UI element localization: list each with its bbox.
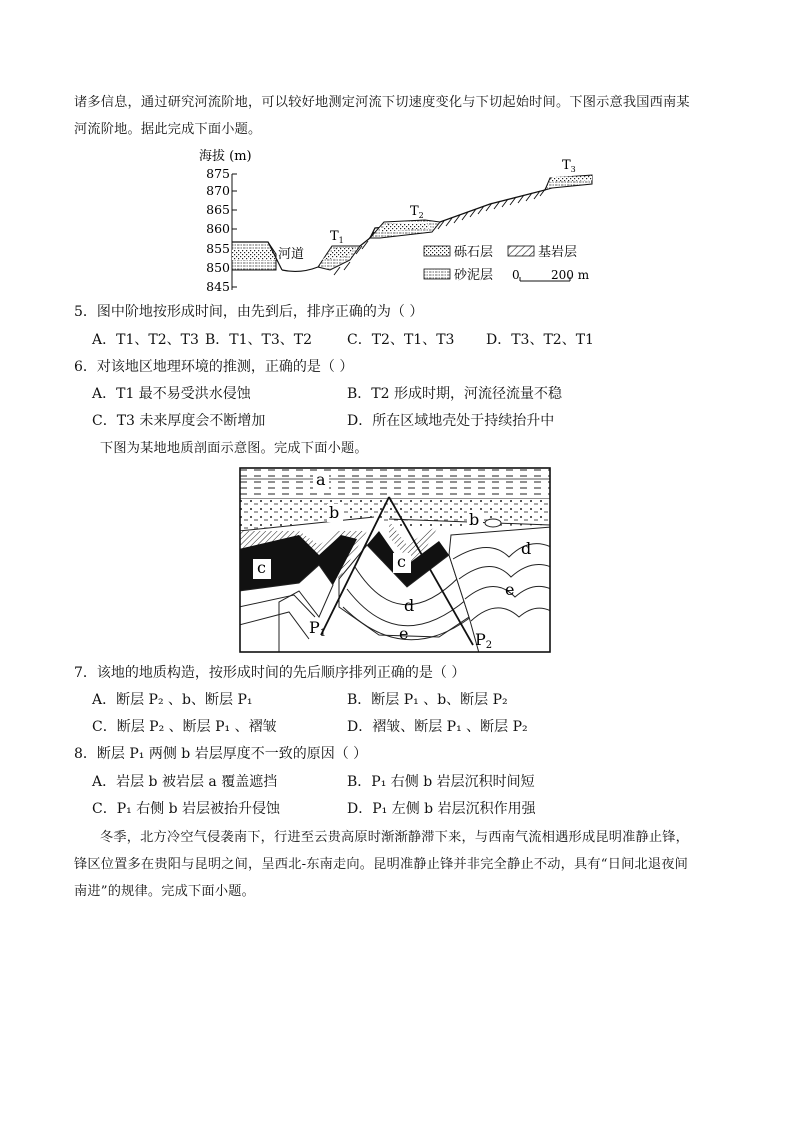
y-tick-875: 875 (206, 166, 230, 181)
label-e-bottom: e (399, 624, 409, 643)
y-tick-850: 850 (206, 260, 230, 275)
question-6-option-c[interactable]: C．T3 未来厚度会不断增加 (92, 413, 266, 429)
layer-a (239, 467, 551, 499)
question-7-option-d[interactable]: D．褶皱、断层 P₁ 、断层 P₂ (347, 719, 528, 735)
question-5-stem: 5．图中阶地按形成时间，由先到后，排序正确的为（ ） (74, 304, 424, 320)
intro-paragraph-line-1: 诸多信息，通过研究河流阶地，可以较好地测定河流下切速度变化与下切起始时间。下图示意我国西南某 (74, 95, 690, 110)
y-tick-870: 870 (206, 183, 230, 198)
intro-paragraph-3-line-3: 南进”的规律。完成下面小题。 (74, 884, 255, 899)
y-tick-855: 855 (206, 241, 230, 256)
label-d-right: d (521, 539, 532, 558)
question-7-option-c[interactable]: C．断层 P₂ 、断层 P₁ 、褶皱 (92, 719, 277, 735)
label-b-left: b (329, 503, 340, 522)
right-fold-layers (449, 527, 551, 653)
intro-paragraph-2: 下图为某地地质剖面示意图。完成下面小题。 (100, 441, 368, 456)
terrace-t3-label: $T_3$ (562, 158, 576, 174)
intro-paragraph-3-line-2: 锋区位置多在贵阳与昆明之间，呈西北-东南走向。昆明准静止锋并非完全静止不动，具有“日间北退夜间 (74, 857, 689, 872)
question-8-option-b[interactable]: B．P₁ 右侧 b 岩层沉积时间短 (347, 774, 535, 790)
question-7-option-a[interactable]: A．断层 P₂ 、b、断层 P₁ (92, 692, 253, 708)
question-8-option-c[interactable]: C．P₁ 右侧 b 岩层被抬升侵蚀 (92, 801, 281, 817)
question-5-option-c[interactable]: C．T2、T1、T3 (347, 332, 455, 348)
terrace-t1-label: $T_1$ (330, 229, 344, 245)
bedrock-hatches (334, 188, 546, 275)
intro-paragraph-3-line-1: 冬季，北方冷空气侵袭南下，行进至云贵高原时渐渐静滞下来，与西南气流相遇形成昆明准静止锋， (100, 830, 690, 845)
legend-bedrock-label: 基岩层 (538, 245, 578, 260)
legend-gravel-label: 砾石层 (454, 245, 494, 260)
y-tick-860: 860 (206, 221, 230, 236)
scale-zero: 0 (512, 268, 520, 282)
question-8-option-a[interactable]: A．岩层 b 被岩层 a 覆盖遮挡 (92, 774, 278, 790)
label-c-left: c (257, 558, 266, 577)
geologic-section-diagram (239, 467, 551, 653)
legend-sandmud-label: 砂泥层 (454, 268, 494, 283)
label-b-right: b (469, 510, 480, 529)
y-tick-845: 845 (206, 279, 230, 292)
legend-sandmud-swatch (424, 269, 450, 279)
label-c-middle: c (397, 552, 406, 571)
question-6-stem: 6．对该地区地理环境的推测，正确的是（ ） (74, 359, 354, 375)
question-5-option-a[interactable]: A．T1、T2、T3 (92, 332, 199, 348)
legend-bedrock-swatch (508, 246, 534, 256)
question-6-option-b[interactable]: B．T2 形成时期，河流径流量不稳 (347, 386, 562, 402)
question-5-option-d[interactable]: D．T3、T2、T1 (486, 332, 594, 348)
question-7-option-b[interactable]: B．断层 P₁ 、b、断层 P₂ (347, 692, 508, 708)
question-6-option-d[interactable]: D．所在区域地壳处于持续抬升中 (347, 413, 555, 429)
label-a: a (316, 470, 326, 489)
label-p1: P1 (309, 618, 327, 639)
question-8-option-d[interactable]: D．P₁ 左侧 b 岩层沉积作用强 (347, 801, 536, 817)
question-8-stem: 8．断层 P₁ 两侧 b 岩层厚度不一致的原因（ ） (74, 746, 368, 762)
question-6-option-a[interactable]: A．T1 最不易受洪水侵蚀 (92, 386, 251, 402)
legend (424, 244, 590, 283)
river-terrace-diagram (190, 142, 610, 292)
intro-paragraph-line-2: 河流阶地。据此完成下面小题。 (74, 122, 262, 137)
scale-end: 200 m (551, 268, 590, 282)
label-e-right: e (505, 580, 515, 599)
river-channel (282, 267, 318, 271)
y-tick-865: 865 (206, 202, 230, 217)
river-label: 河道 (278, 247, 305, 262)
terrace-t2-label: $T_2$ (410, 204, 424, 220)
label-p2: P2 (475, 630, 493, 651)
label-d-middle: d (404, 596, 415, 615)
y-axis-title: 海拔 (m) (199, 149, 252, 164)
question-5-option-b[interactable]: B．T1、T3、T2 (205, 332, 313, 348)
legend-gravel-swatch (424, 246, 450, 256)
question-7-stem: 7．该地的地质构造，按形成时间的先后顺序排列正确的是（ ） (74, 665, 466, 681)
left-bank-gravel (232, 250, 276, 260)
